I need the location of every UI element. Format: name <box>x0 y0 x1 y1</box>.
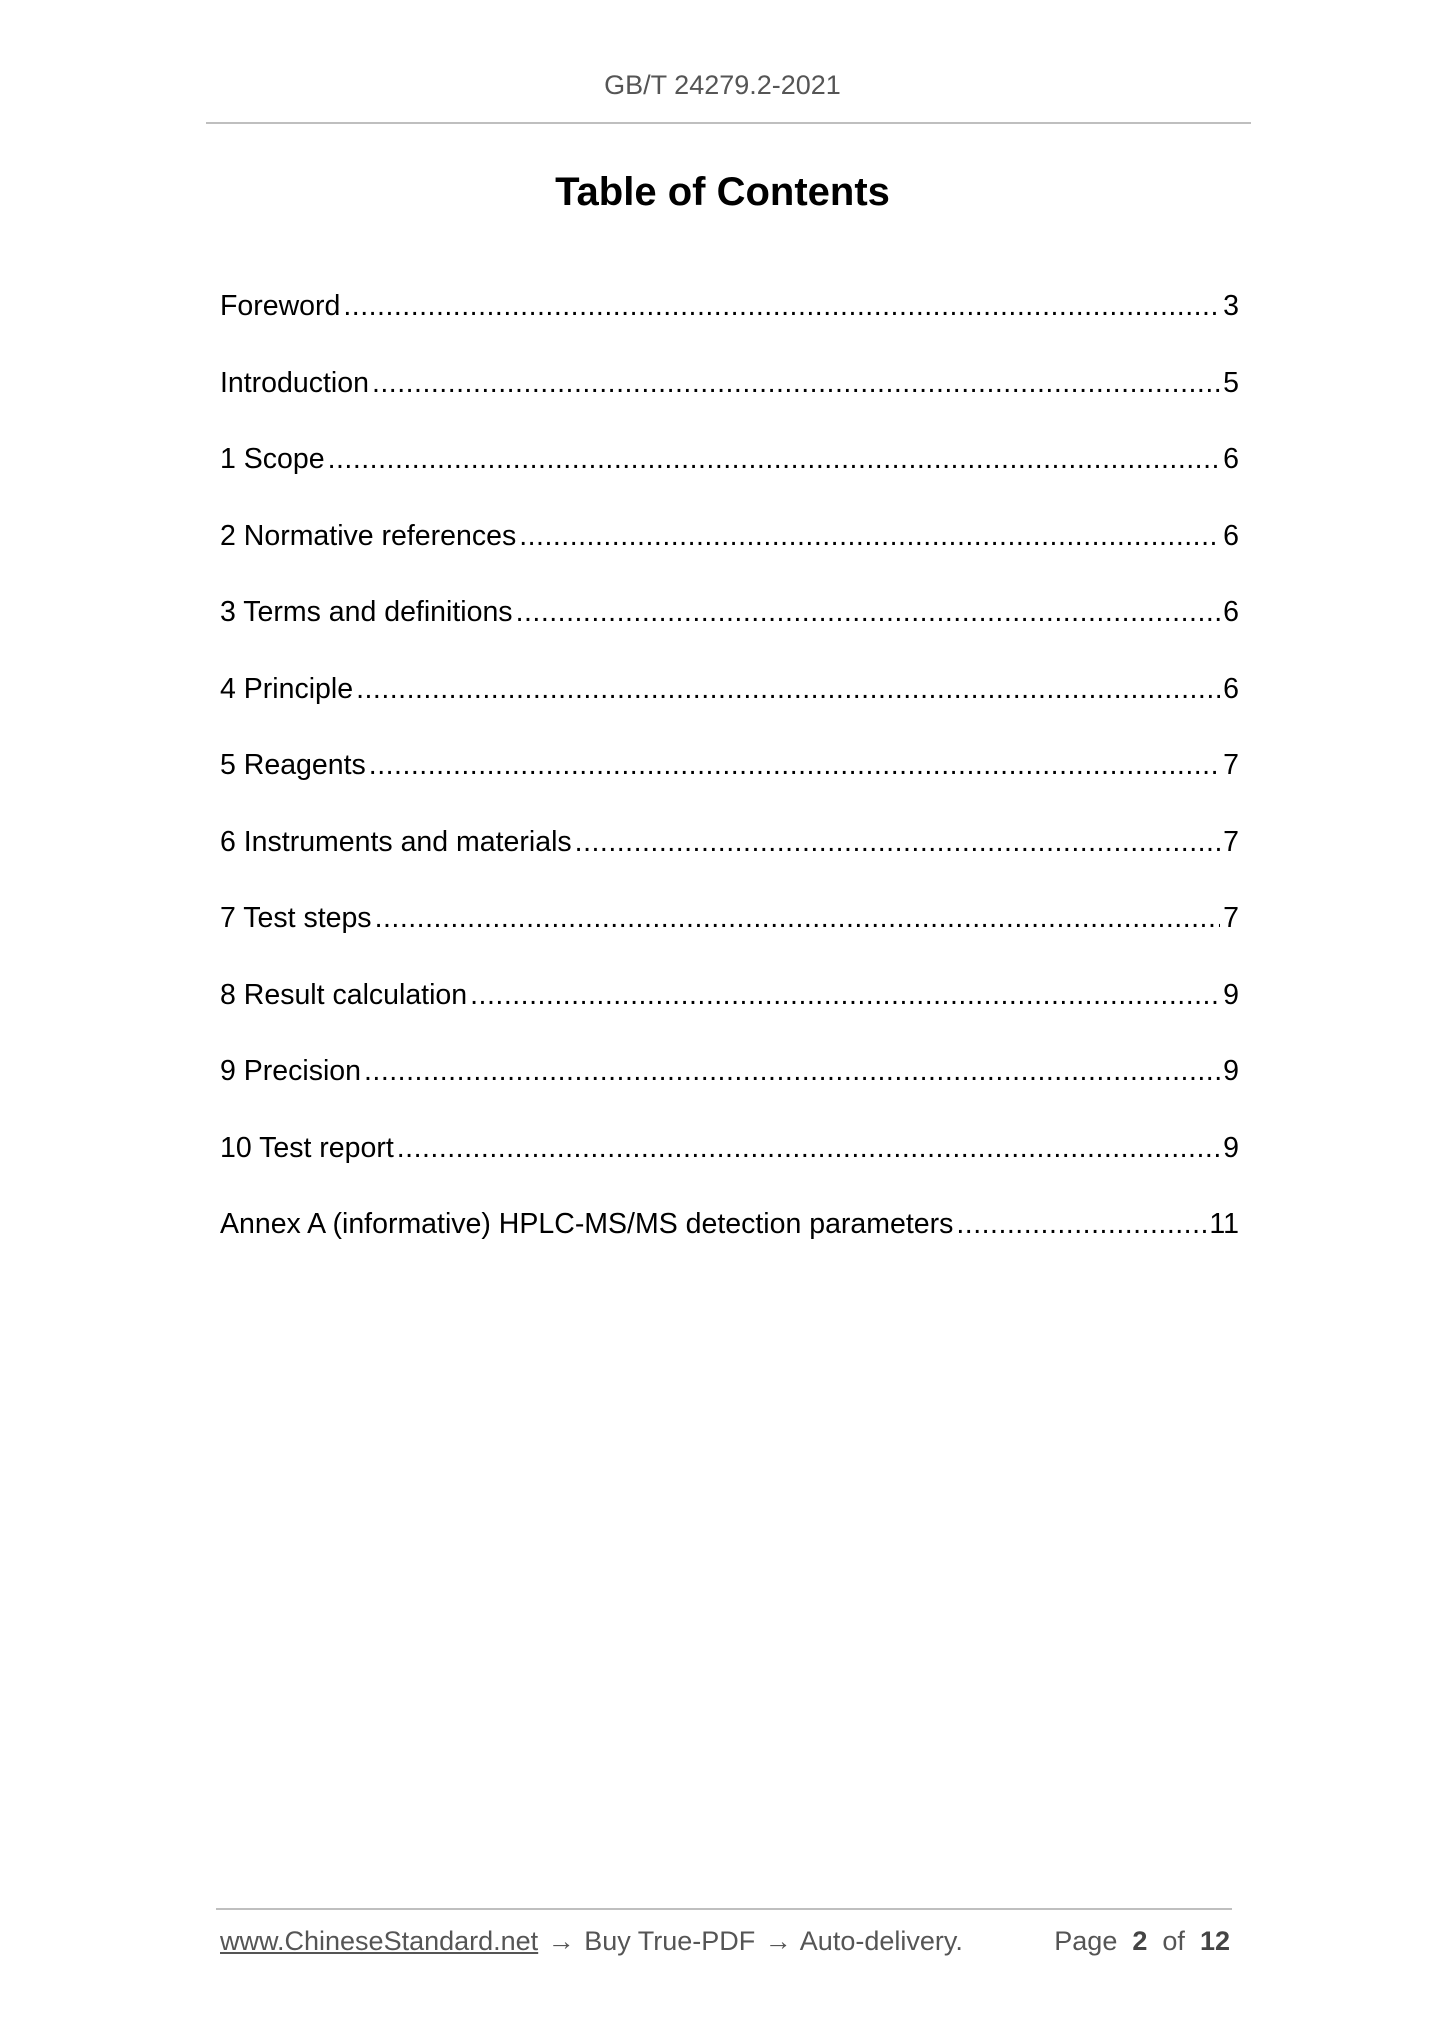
dot-leader <box>519 520 1220 553</box>
toc-entry-label: 4 Principle <box>220 672 354 705</box>
total-pages-number: 12 <box>1199 1926 1230 1956</box>
dot-leader <box>328 443 1221 476</box>
dot-leader <box>516 596 1221 629</box>
toc-entry-label: 9 Precision <box>220 1055 361 1087</box>
dot-leader <box>397 1132 1220 1165</box>
current-page-number: 2 <box>1132 1926 1148 1956</box>
header-divider <box>206 122 1251 124</box>
dot-leader <box>470 979 1220 1012</box>
page-number <box>1054 1926 1230 1957</box>
buy-text: Buy True-PDF <box>584 1926 756 1956</box>
of-word: of <box>1162 1926 1185 1956</box>
toc-entry-instruments-and-materials[interactable] <box>220 826 1239 903</box>
toc-entry-precision[interactable] <box>220 1055 1239 1132</box>
delivery-text: Auto-delivery. <box>799 1926 963 1956</box>
dot-leader <box>356 673 1220 706</box>
dot-leader <box>369 749 1220 782</box>
toc-entry-label: 8 Result calculation <box>220 978 468 1011</box>
page-word: Page <box>1054 1926 1118 1956</box>
toc-entry-test-steps[interactable] <box>220 902 1239 979</box>
toc-entry-label: Introduction <box>220 366 369 399</box>
toc-entry-page: 7 <box>1223 825 1239 858</box>
toc-entry-page: 9 <box>1223 1055 1239 1087</box>
toc-entry-page: 6 <box>1223 443 1239 475</box>
page-footer <box>220 1926 1230 1966</box>
toc-list <box>220 290 1239 1285</box>
website-link[interactable]: www.ChineseStandard.net <box>220 1926 539 1956</box>
toc-entry-result-calculation[interactable] <box>220 979 1239 1056</box>
footer-promo <box>220 1926 963 1957</box>
toc-entry-page: 9 <box>1223 1131 1239 1164</box>
toc-entry-page: 6 <box>1223 596 1239 628</box>
toc-entry-page: 6 <box>1223 672 1239 705</box>
dot-leader <box>372 367 1220 400</box>
page-title: Table of Contents <box>555 170 890 214</box>
toc-entry-label: 2 Normative references <box>220 519 517 552</box>
toc-entry-label: 5 Reagents <box>220 749 366 781</box>
dot-leader <box>575 826 1220 859</box>
toc-entry-label: Annex A (informative) HPLC-MS/MS detection parameters <box>220 1208 954 1240</box>
toc-entry-test-report[interactable] <box>220 1132 1239 1209</box>
toc-entry-reagents[interactable] <box>220 749 1239 826</box>
toc-entry-page: 3 <box>1223 290 1239 322</box>
dot-leader <box>364 1055 1220 1088</box>
toc-entry-introduction[interactable] <box>220 367 1239 444</box>
toc-entry-label: 10 Test report <box>220 1131 394 1164</box>
dot-leader <box>956 1208 1206 1241</box>
toc-entry-foreword[interactable] <box>220 290 1239 367</box>
toc-entry-label: 3 Terms and definitions <box>220 596 513 628</box>
dot-leader <box>375 902 1221 935</box>
toc-entry-page: 7 <box>1223 902 1239 934</box>
toc-entry-page: 9 <box>1223 978 1239 1011</box>
toc-entry-page: 11 <box>1209 1208 1239 1240</box>
toc-entry-label: 1 Scope <box>220 443 325 475</box>
toc-entry-page: 6 <box>1223 519 1239 552</box>
document-code: GB/T 24279.2-2021 <box>604 70 841 100</box>
toc-entry-label: 6 Instruments and materials <box>220 825 572 858</box>
toc-entry-page: 5 <box>1223 366 1239 399</box>
toc-entry-principle[interactable] <box>220 673 1239 750</box>
toc-entry-terms-and-definitions[interactable] <box>220 596 1239 673</box>
toc-entry-normative-references[interactable] <box>220 520 1239 597</box>
toc-entry-page: 7 <box>1223 749 1239 781</box>
toc-entry-label: 7 Test steps <box>220 902 372 934</box>
right-arrow-icon: → <box>547 1926 575 1956</box>
toc-entry-label: Foreword <box>220 290 341 322</box>
toc-entry-scope[interactable] <box>220 443 1239 520</box>
right-arrow-icon: → <box>764 1926 792 1956</box>
toc-entry-annex-a[interactable] <box>220 1208 1239 1285</box>
dot-leader <box>343 290 1220 323</box>
footer-divider <box>216 1908 1232 1910</box>
